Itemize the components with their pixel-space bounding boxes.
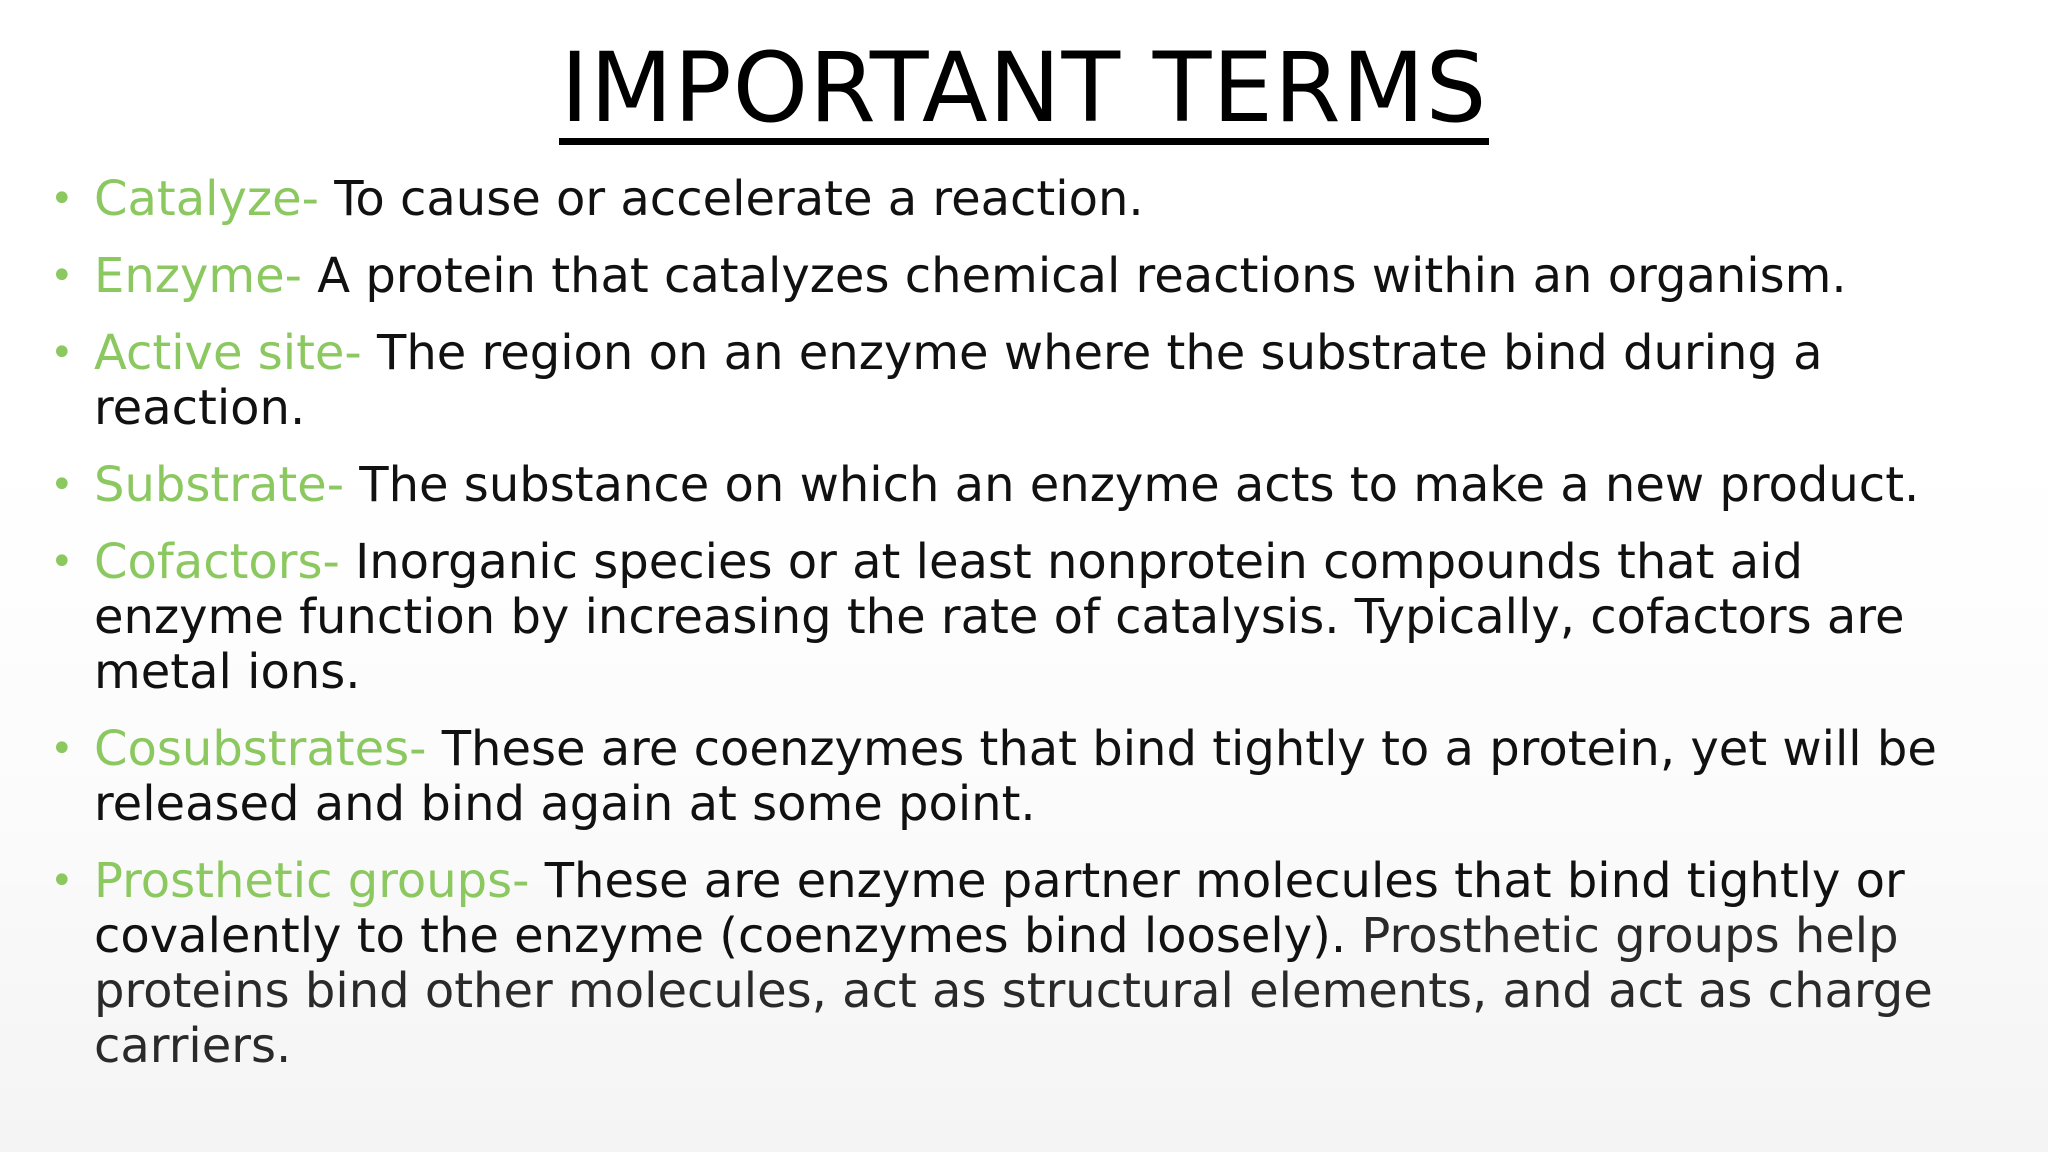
bullet-icon: • (50, 726, 74, 772)
term-substrate (48, 458, 2008, 513)
term-label: Catalyze- (94, 171, 319, 227)
slide-title (0, 28, 2048, 148)
term-definition: The region on an enzyme where the substrate bind during a reaction. (94, 325, 1823, 436)
term-definition: These are enzyme partner molecules that bind tightly or covalently to the enzyme (coenzymes bind loosely). (94, 853, 1905, 964)
term-definition-extra: Prosthetic groups help proteins bind other molecules, act as structural elements, and act as charge carriers. (94, 908, 1933, 1074)
bullet-icon: • (50, 253, 74, 299)
bullet-icon: • (50, 330, 74, 376)
slide-title-text: IMPORTANT TERMS (560, 32, 1488, 144)
term-definition: Inorganic species or at least nonprotein compounds that aid enzyme function by increasing the rate of catalysis. Typically, cofactors are metal ions. (94, 534, 1905, 700)
term-definition: The substance on which an enzyme acts to make a new product. (344, 457, 1920, 513)
term-label: Prosthetic groups- (94, 853, 530, 909)
term-label: Substrate- (94, 457, 345, 513)
bullet-icon: • (50, 858, 74, 904)
term-catalyze (48, 172, 2008, 227)
term-definition: A protein that catalyzes chemical reactions within an organism. (301, 248, 1847, 304)
term-cofactors (48, 535, 2008, 700)
term-label: Active site- (94, 325, 362, 381)
terms-list (48, 172, 2008, 1096)
term-cosubstrates (48, 722, 2008, 832)
term-enzyme (48, 249, 2008, 304)
term-label: Cosubstrates- (94, 721, 427, 777)
term-definition: To cause or accelerate a reaction. (318, 171, 1144, 227)
term-prosthetic-groups (48, 854, 2008, 1074)
term-label: Enzyme- (94, 248, 302, 304)
bullet-icon: • (50, 462, 74, 508)
term-label: Cofactors- (94, 534, 340, 590)
bullet-icon: • (50, 176, 74, 222)
term-definition: These are coenzymes that bind tightly to a protein, yet will be released and bind again at some point. (94, 721, 1937, 832)
bullet-icon: • (50, 539, 74, 585)
term-active-site (48, 326, 2008, 436)
